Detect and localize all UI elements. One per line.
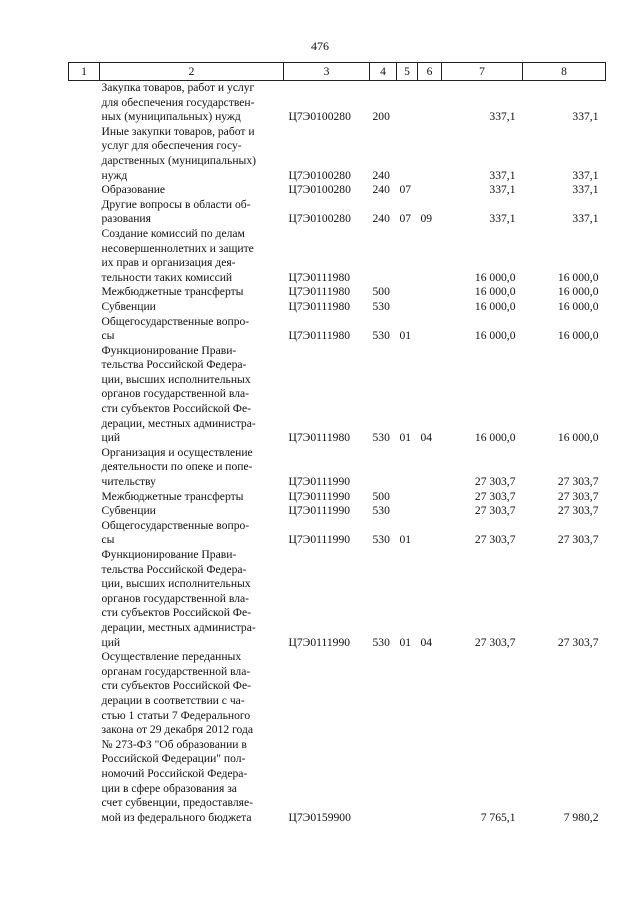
description-line: Функционирование Прави- — [101, 548, 237, 561]
description-line: Иные закупки товаров, работ и — [101, 124, 255, 138]
description-line: Образование — [101, 183, 166, 197]
amount-year-2: 27 303,7 — [557, 504, 599, 518]
description-line: ции, высших исполнительных — [101, 372, 251, 386]
description-line: тельства Российской Федера- — [101, 358, 247, 372]
amount-year-1: 27 303,7 — [474, 504, 516, 518]
table-body — [69, 81, 606, 826]
section-code — [397, 650, 418, 825]
header-cell-6: 6 — [418, 63, 442, 81]
section-code — [397, 504, 418, 519]
section-code: 07 — [399, 183, 412, 197]
amount-year-1: 337,1 — [489, 183, 516, 197]
target-article-code: Ц7Э0111990 — [288, 504, 351, 518]
section-code — [397, 81, 418, 125]
amount-year-2: 16 000,0 — [557, 270, 599, 284]
table-row — [69, 519, 606, 548]
section-code — [397, 227, 418, 285]
table-row — [69, 650, 606, 825]
expense-type-code: 530 — [372, 533, 390, 547]
table-row — [69, 285, 606, 300]
target-article-code: Ц7Э0111980 — [288, 329, 351, 343]
description-line: сы — [101, 533, 115, 547]
description-line: номочий Российской Федера- — [101, 766, 248, 780]
amount-year-2: 16 000,0 — [557, 431, 599, 445]
target-article-code: Ц7Э0100280 — [288, 110, 351, 124]
target-article-code: Ц7Э0159900 — [288, 810, 351, 824]
description-line: чительству — [101, 475, 156, 489]
description-line: деятельности по опеке и попе- — [101, 460, 253, 474]
amount-year-2: 337,1 — [572, 110, 599, 124]
amount-year-1: 16 000,0 — [474, 285, 516, 299]
subsection-code: 04 — [420, 635, 433, 649]
item-description — [100, 300, 284, 315]
target-article-code: Ц7Э0111990 — [288, 635, 351, 649]
description-line: ции, высших исполнительных — [101, 577, 251, 591]
table-row — [69, 504, 606, 519]
item-description — [100, 183, 284, 198]
amount-year-1: 16 000,0 — [474, 270, 516, 284]
item-description — [100, 81, 284, 125]
amount-year-1: 27 303,7 — [474, 489, 516, 503]
amount-year-1: 16 000,0 — [474, 299, 516, 313]
item-description — [100, 344, 284, 446]
amount-year-1: 27 303,7 — [474, 475, 516, 489]
target-article-code: Ц7Э0111990 — [288, 489, 351, 503]
description-line: дарственных (муниципальных) — [101, 153, 256, 167]
section-code: 01 — [399, 635, 412, 649]
subsection-code — [418, 650, 442, 825]
description-line: органам государственной вла- — [101, 664, 251, 678]
expense-type-code — [370, 227, 397, 285]
table-row — [69, 125, 606, 183]
expense-type-code: 530 — [372, 329, 390, 343]
header-row — [69, 63, 606, 81]
item-description — [100, 490, 284, 505]
section-code: 01 — [399, 329, 412, 343]
row-number-cell — [69, 490, 100, 505]
amount-year-2: 27 303,7 — [557, 489, 599, 503]
row-number-cell — [69, 81, 100, 125]
row-number-cell — [69, 504, 100, 519]
header-cell-1: 1 — [69, 63, 100, 81]
description-line: органов государственной вла- — [101, 387, 250, 401]
row-number-cell — [69, 519, 100, 548]
subsection-code — [418, 315, 442, 344]
expense-type-code: 530 — [372, 299, 390, 313]
description-line: дерации в соответствии с ча- — [101, 693, 245, 707]
description-line: Создание комиссий по делам — [101, 226, 245, 240]
subsection-code — [418, 300, 442, 315]
description-line: Межбюджетные трансферты — [101, 489, 244, 503]
item-description — [100, 125, 284, 183]
expense-type-code: 500 — [372, 489, 390, 503]
subsection-code — [418, 125, 442, 183]
expense-type-code: 240 — [372, 183, 390, 197]
header-cell-8: 8 — [523, 63, 606, 81]
section-code — [397, 490, 418, 505]
amount-year-1: 16 000,0 — [474, 431, 516, 445]
table-row — [69, 300, 606, 315]
target-article-code: Ц7Э0100280 — [288, 183, 351, 197]
item-description — [100, 285, 284, 300]
table-row — [69, 81, 606, 125]
amount-year-2: 337,1 — [572, 212, 599, 226]
item-description — [100, 227, 284, 285]
description-line: стью 1 статьи 7 Федерального — [101, 708, 251, 722]
expense-type-code: 240 — [372, 168, 390, 182]
expense-type-code: 500 — [372, 285, 390, 299]
description-line: сы — [101, 329, 115, 343]
description-line: Другие вопросы в области об- — [101, 197, 251, 211]
subsection-code — [418, 490, 442, 505]
description-line: № 273-ФЗ "Об образовании в — [101, 737, 247, 751]
description-line: Общегосударственные вопро- — [101, 518, 250, 532]
expense-type-code: 530 — [372, 431, 390, 445]
section-code: 01 — [399, 431, 412, 445]
description-line: ных (муниципальных) нужд — [101, 110, 241, 124]
description-line: Российской Федерации" пол- — [101, 752, 246, 766]
amount-year-2: 337,1 — [572, 183, 599, 197]
amount-year-1: 27 303,7 — [474, 533, 516, 547]
item-description — [100, 548, 284, 650]
amount-year-2: 27 303,7 — [557, 533, 599, 547]
expense-type-code — [370, 446, 397, 490]
description-line: Закупка товаров, работ и услуг — [101, 81, 255, 94]
item-description — [100, 504, 284, 519]
description-line: Субвенции — [101, 299, 156, 313]
description-line: ций — [101, 431, 121, 445]
table-row — [69, 227, 606, 285]
header-cell-3: 3 — [284, 63, 370, 81]
description-line: сти субъектов Российской Фе- — [101, 606, 251, 620]
description-line: Организация и осуществление — [101, 445, 253, 459]
description-line: Межбюджетные трансферты — [101, 285, 244, 299]
description-line: нужд — [101, 168, 128, 182]
row-number-cell — [69, 125, 100, 183]
expense-type-code: 240 — [372, 212, 390, 226]
table-row — [69, 344, 606, 446]
subsection-code — [418, 285, 442, 300]
expense-type-code: 530 — [372, 635, 390, 649]
subsection-code — [418, 183, 442, 198]
description-line: мой из федерального бюджета — [101, 810, 252, 824]
target-article-code: Ц7Э0111980 — [288, 431, 351, 445]
section-code: 01 — [399, 533, 412, 547]
target-article-code: Ц7Э0100280 — [288, 212, 351, 226]
amount-year-2: 27 303,7 — [557, 635, 599, 649]
budget-table — [68, 62, 606, 825]
item-description — [100, 519, 284, 548]
description-line: сти субъектов Российской Фе- — [101, 679, 251, 693]
row-number-cell — [69, 285, 100, 300]
row-number-cell — [69, 198, 100, 227]
amount-year-1: 7 765,1 — [480, 810, 516, 824]
section-code — [397, 125, 418, 183]
target-article-code: Ц7Э0111980 — [288, 270, 351, 284]
header-cell-4: 4 — [370, 63, 397, 81]
table-row — [69, 548, 606, 650]
row-number-cell — [69, 650, 100, 825]
item-description — [100, 650, 284, 825]
description-line: несовершеннолетних и защите — [101, 241, 254, 255]
amount-year-1: 16 000,0 — [474, 329, 516, 343]
description-line: сти субъектов Российской Фе- — [101, 402, 251, 416]
amount-year-1: 27 303,7 — [474, 635, 516, 649]
subsection-code — [418, 504, 442, 519]
amount-year-1: 337,1 — [489, 212, 516, 226]
description-line: ции в сфере образования за — [101, 781, 237, 795]
description-line: закона от 29 декабря 2012 года — [101, 723, 254, 737]
item-description — [100, 198, 284, 227]
expense-type-code: 200 — [372, 110, 390, 124]
description-line: Субвенции — [101, 504, 156, 518]
header-cell-5: 5 — [397, 63, 418, 81]
description-line: счет субвенции, предоставляе- — [101, 796, 253, 810]
table-row — [69, 198, 606, 227]
target-article-code: Ц7Э0100280 — [288, 168, 351, 182]
description-line: Общегосударственные вопро- — [101, 314, 250, 328]
description-line: их прав и организация дея- — [101, 256, 236, 270]
subsection-code — [418, 519, 442, 548]
description-line: тельства Российской Федера- — [101, 562, 247, 576]
table-row — [69, 183, 606, 198]
row-number-cell — [69, 227, 100, 285]
description-line: дерации, местных администра- — [101, 416, 256, 430]
description-line: органов государственной вла- — [101, 591, 250, 605]
header-cell-2: 2 — [100, 63, 284, 81]
expense-type-code: 530 — [372, 504, 390, 518]
section-code — [397, 300, 418, 315]
description-line: для обеспечения государствен- — [101, 95, 255, 109]
target-article-code: Ц7Э0111980 — [288, 285, 351, 299]
amount-year-2: 27 303,7 — [557, 475, 599, 489]
subsection-code — [418, 446, 442, 490]
amount-year-2: 16 000,0 — [557, 299, 599, 313]
amount-year-2: 16 000,0 — [557, 285, 599, 299]
amount-year-1: 337,1 — [489, 168, 516, 182]
description-line: Осуществление переданных — [101, 650, 242, 664]
section-code: 07 — [399, 212, 412, 226]
description-line: дерации, местных администра- — [101, 620, 256, 634]
target-article-code: Ц7Э0111990 — [288, 533, 351, 547]
description-line: тельности таких комиссий — [101, 270, 233, 284]
description-line: разования — [101, 212, 151, 226]
header-cell-7: 7 — [442, 63, 523, 81]
subsection-code — [418, 81, 442, 125]
section-code — [397, 285, 418, 300]
subsection-code: 04 — [420, 431, 433, 445]
description-line: Функционирование Прави- — [101, 343, 237, 357]
amount-year-2: 337,1 — [572, 168, 599, 182]
amount-year-1: 337,1 — [489, 110, 516, 124]
table-row — [69, 446, 606, 490]
expense-type-code — [370, 650, 397, 825]
row-number-cell — [69, 446, 100, 490]
description-line: услуг для обеспечения госу- — [101, 139, 242, 153]
page-number: 476 — [311, 39, 329, 53]
target-article-code: Ц7Э0111990 — [288, 475, 351, 489]
row-number-cell — [69, 300, 100, 315]
description-line: ций — [101, 635, 121, 649]
row-number-cell — [69, 548, 100, 650]
row-number-cell — [69, 183, 100, 198]
item-description — [100, 315, 284, 344]
row-number-cell — [69, 315, 100, 344]
section-code — [397, 446, 418, 490]
target-article-code: Ц7Э0111980 — [288, 299, 351, 313]
amount-year-2: 16 000,0 — [557, 329, 599, 343]
subsection-code — [418, 227, 442, 285]
subsection-code: 09 — [420, 212, 433, 226]
table-row — [69, 315, 606, 344]
row-number-cell — [69, 344, 100, 446]
amount-year-2: 7 980,2 — [563, 810, 599, 824]
item-description — [100, 446, 284, 490]
table-row — [69, 490, 606, 505]
